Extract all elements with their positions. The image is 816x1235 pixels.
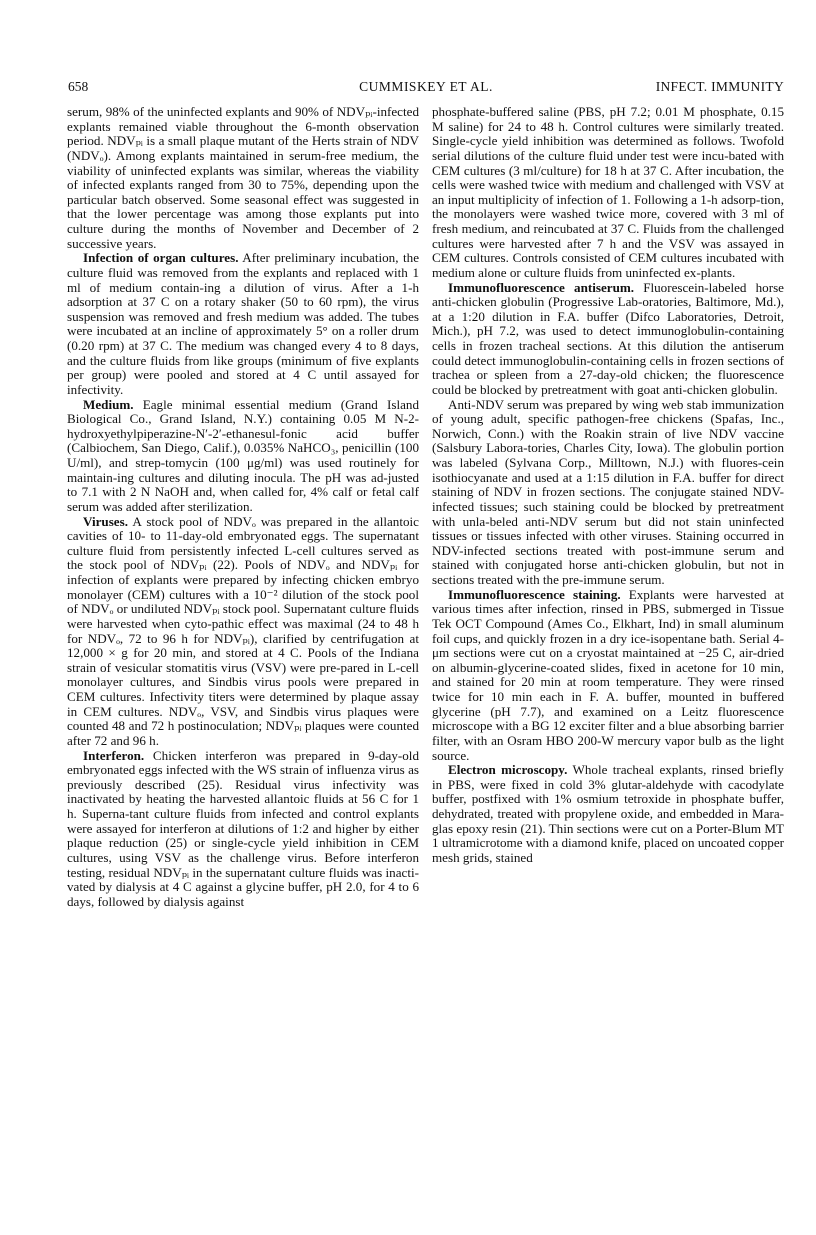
section-heading: Viruses. [83,513,128,529]
section-heading: Electron microscopy. [448,762,568,778]
paragraph [67,105,419,251]
section-heading: Immunofluorescence staining. [448,586,621,602]
section-heading: Immunofluorescence antiserum. [448,279,635,295]
section-heading: Infection of organ cultures. [83,250,239,266]
running-authors: CUMMISKEY ET AL. [359,79,493,94]
section-heading: Medium. [83,396,134,412]
left-column [67,105,419,909]
paragraph [432,105,784,281]
paragraph-anti-ndv [432,398,784,588]
paragraph-medium [67,398,419,515]
paragraph-text: A stock pool of NDVₒ was prepared in the allantoic cavities of 10- to 11-day-old embryonated eggs. The supernatant culture fluid from persistently infected L-cell cultures served as the stock pool of NDVₚᵢ (22). Pools of NDVₒ and NDVₚᵢ for infection of explants were prepared by infecting chicken embryo monolayer (CEM) cultures with a 10⁻² dilution of the stock pool of NDVₒ or undiluted NDVₚᵢ stock pool. Supernatant culture fluids were harvested when cyto-pathic effect was maximal (24 to 48 h for NDVₒ, 72 to 96 h for NDVₚᵢ), clarified by centrifugation at 12,000 × g for 20 min, and stored at 4 C. Pools of the Indiana strain of vesicular stomatitis virus (VSV) were pre-pared in L-cell monolayer cultures, and Sindbis virus pools were prepared in CEM cultures. Infectivity titers were determined by plaque assay in CEM cultures. NDVₒ, VSV, and Sindbis virus plaques were counted 48 and 72 h postinoculation; NDVₚᵢ plaques were counted after 72 and 96 h. [67,513,419,748]
paragraph-text: Fluorescein-labeled horse anti-chicken globulin (Progressive Lab-oratories, Baltimore, Md.), at a 1:20 dilution in F.A. buffer (Difco Laboratories, Detroit, Mich.), pH 7.2, was used to detect immunoglobulin-containing cells in frozen tracheal sections. At this dilution the antiserum could detect immunoglobulin-containing cells in frozen sections of trachea or spleen from a 27-day-old chicken; the fluorescence could be blocked by pretreatment with goat anti-chicken globulin. [432,279,784,397]
section-heading: Interferon. [83,747,145,763]
paragraph-text: serum, 98% of the uninfected explants and 90% of NDVₚᵢ-infected explants remained viable throughout the 6-month observation period. NDVₚᵢ is a small plaque mutant of the Herts strain of NDV (NDVₒ). Among explants maintained in serum-free medium, the viability of uninfected explants was similar, whereas the viability of infected explants ranged from 30 to 75%, depending upon the particular batch observed. Some seasonal effect was suggested in that the lower percentage was among those explants put into culture during the months of November and December of 2 successive years. [67,104,419,251]
paragraph-text: Chicken interferon was prepared in 9-day-old embryonated eggs infected with the WS strain of influenza virus as previously described (25). Residual virus infectivity was inactivated by heating the harvested allantoic fluids at 56 C for 1 h. Superna-tant culture fluids from infected and control explants were assayed for interferon at dilutions of 1:2 and higher by either plaque reduction (25) or single-cycle yield inhibition in CEM cultures, using VSV as the challenge virus. Before interferon testing, residual NDVₚᵢ in the supernatant culture fluids was inacti-vated by dialysis at 4 C against a glycine buffer, pH 2.0, for 4 to 6 days, followed by dialysis against [67,747,419,909]
paragraph-infection [67,251,419,397]
paragraph-text: Explants were harvested at various times after infection, rinsed in PBS, submerged in Tissue Tek OCT Compound (Ames Co., Elkhart, Ind) in small aluminum foil cups, and quickly frozen in a dry ice-isopentane bath. Serial 4-μm sections were cut on a cryostat maintained at −25 C, air-dried on albumin-glycerine-coated slides, fixed in acetone for 10 min, and stained for 20 min at room temperature. They were rinsed twice for 10 min each in F. A. buffer, mounted in buffered glycerine (pH 7.7), and examined on a Leitz fluorescence microscope with a BG 12 exciter filter and a blue absorbing barrier filter, with an Osram HBO 200-W mercury vapor bulb as the light source. [432,586,784,763]
paragraph-electron-microscopy [432,763,784,865]
paragraph-text: phosphate-buffered saline (PBS, pH 7.2; 0.01 M phosphate, 0.15 M saline) for 24 to 48 h. Control cultures were similarly treated. Single-cycle yield inhibition was determined as follows. Twofold serial dilutions of the culture fluid under test were incu-bated with CEM cultures (3 ml/culture) for 18 h at 37 C. After incubation, the cells were washed twice with medium and challenged with VSV at an input multiplicity of infection of 1. Following a 1-h adsorp-tion, the monolayers were washed twice more, covered with 3 ml of fresh medium, and reincubated at 37 C. Fluids from the challenged cultures were harvested after 7 h and the VSV was assayed in CEM cultures. Controls consisted of CEM cultures incubated with medium alone or culture fluids from uninfected ex-plants. [432,104,784,280]
page-number: 658 [68,79,89,94]
journal-name: INFECT. IMMUNITY [655,79,784,94]
running-header [68,79,784,97]
paragraph-text: Eagle minimal essential medium (Grand Island Biological Co., Grand Island, N.Y.) containing 0.05 M N-2-hydroxyethylpiperazine-N′-2′-ethanesul-fonic acid buffer (Calbiochem, San Diego, Calif.), 0.035% NaHCO₃, penicillin (100 U/ml), and strep-tomycin (100 μg/ml) was used routinely for maintain-ing cultures and diluting inocula. The pH was ad-justed to 7.1 with 2 N NaOH and, when called for, 4% calf or fetal calf serum was added after sterilization. [67,396,419,514]
paragraph-text: Anti-NDV serum was prepared by wing web stab immunization of young adult, specific pathogen-free chickens (Spafas, Inc., Norwich, Conn.) with the Roakin strain of live NDV vaccine (Salsbury Labora-tories, Charles City, Iowa). The globulin portion was labeled (Sylvana Corp., Milltown, N.J.) with fluores-cein isothiocyanate and used at a 1:15 dilution in F.A. buffer for direct staining of NDV in frozen sections. The conjugate stained NDV-infected tissues; such staining could be blocked by pretreatment with unla-beled anti-NDV serum but did not stain uninfected tissues or tissues infected with other viruses. Staining occurred in NDV-infected sections treated with post-immune serum and stained with conjugated horse anti-chicken globulin, but not in sections treated with the pre-immune serum. [432,396,784,587]
paragraph-interferon [67,749,419,910]
paragraph-staining [432,588,784,764]
paragraph-antiserum [432,281,784,398]
paragraph-text: Whole tracheal explants, rinsed briefly in PBS, were fixed in cold 3% glutar-aldehyde with cacodylate buffer, postfixed with 1% osmium tetroxide in phosphate buffer, dehydrated, treated with propylene oxide, and embedded in Mara-glas epoxy resin (21). Thin sections were cut on a Porter-Blum MT 1 ultramicrotome with a diamond knife, placed on uncoated copper mesh grids, stained [432,762,784,865]
paragraph-viruses [67,515,419,749]
right-column [432,105,784,866]
paragraph-text: After preliminary incubation, the culture fluid was removed from the explants and replaced with 1 ml of medium contain-ing a dilution of virus. After a 1-h adsorption at 37 C on a rotary shaker (50 to 60 rpm), the virus suspension was removed and fresh medium was added. The tubes were incubated at an incline of approximately 5° on a roller drum (0.20 rpm) at 37 C. The medium was changed every 4 to 8 days, and the culture fluids from like groups (minimum of five explants per group) were pooled and stored at 4 C until assayed for infectivity. [67,250,420,397]
